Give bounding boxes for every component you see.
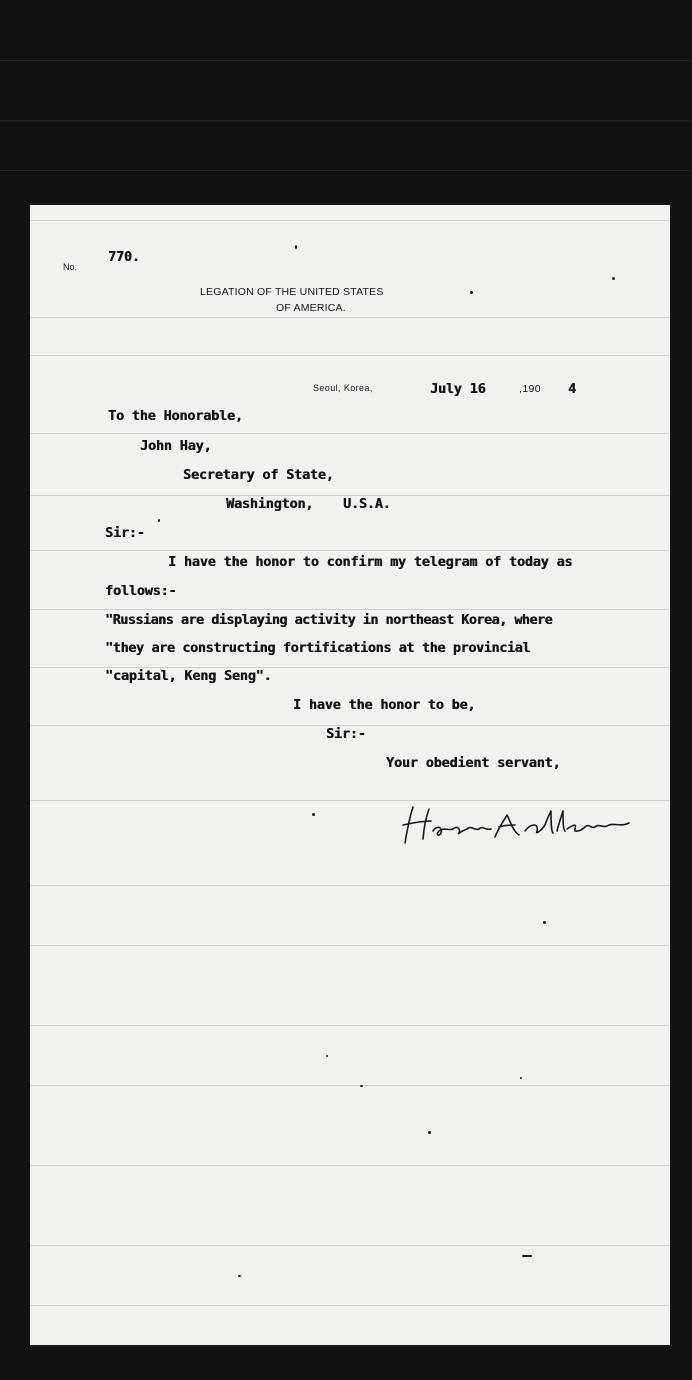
number-label: No. [63,262,78,272]
letterhead-line1: LEGATION OF THE UNITED STATES [200,286,384,298]
address-country: U.S.A. [343,496,391,512]
handwritten-signature [395,801,645,851]
address-city: Washington, [226,496,314,512]
dispatch-number: 770. [108,249,140,265]
place-printed: Seoul, Korea, [313,383,373,393]
body-line-1: I have the honor to confirm my telegram of today as [168,554,573,570]
letterhead-line2: OF AMERICA. [276,302,346,314]
quote-line-1: "Russians are displaying activity in northeast Korea, where [105,612,553,628]
body-line-2: follows:- [105,583,177,599]
greeting: Sir:- [105,525,145,541]
address-title: Secretary of State, [183,467,334,483]
closing-line-1: I have the honor to be, [293,697,476,713]
year-printed: ,190 [519,383,542,395]
year-digit: 4 [568,381,576,397]
quote-line-3: "capital, Keng Seng". [105,668,272,684]
address-to: To the Honorable, [108,408,243,424]
date-typed: July 16 [430,381,486,397]
letter-page [30,205,670,1345]
closing-line-2: Sir:- [326,726,366,742]
quote-line-2: "they are constructing fortifications at the provincial [105,640,531,656]
address-name: John Hay, [140,438,212,454]
closing-line-3: Your obedient servant, [386,755,561,771]
